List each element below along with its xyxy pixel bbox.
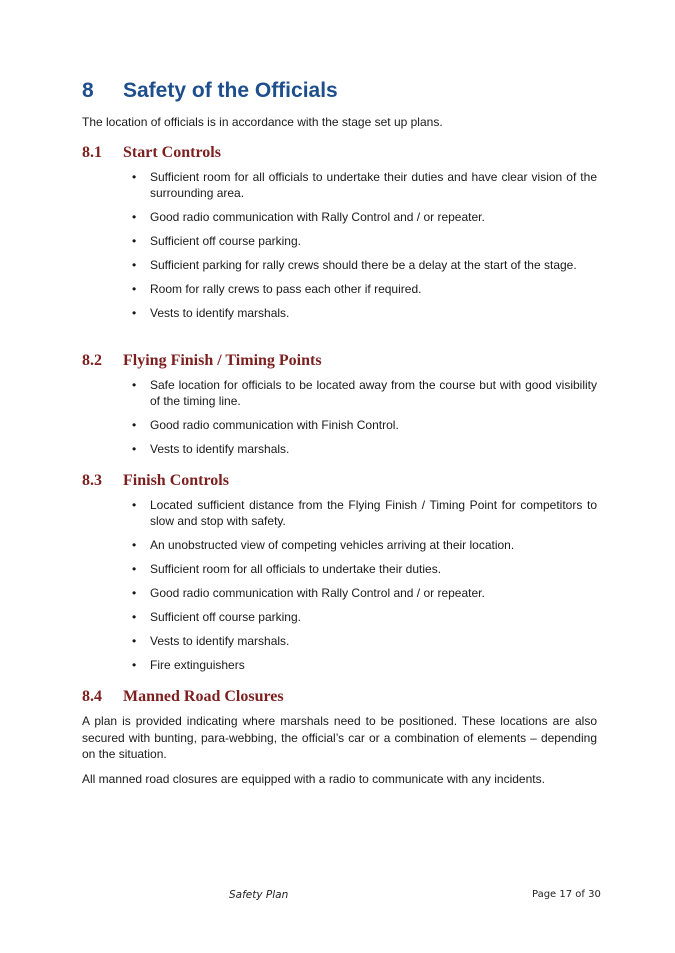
list-item xyxy=(82,657,597,673)
bullet-list xyxy=(82,497,597,673)
subsection-manned-road-closures xyxy=(82,687,597,795)
list-item-text: Sufficient parking for rally crews should there be a delay at the start of the stage. xyxy=(150,258,577,272)
list-item xyxy=(82,281,597,297)
list-item xyxy=(82,169,597,201)
list-item xyxy=(82,417,597,433)
list-item-text: Room for rally crews to pass each other if required. xyxy=(150,282,422,296)
list-item-text: An unobstructed view of competing vehicles arriving at their location. xyxy=(150,538,515,552)
subsection-flying-finish xyxy=(82,351,597,465)
footer-page-number: Page 17 of 30 xyxy=(532,889,601,900)
list-item-text: Sufficient room for all officials to undertake their duties and have clear vision of the surrounding area. xyxy=(150,170,597,200)
section-heading xyxy=(82,79,602,103)
bullet-icon: • xyxy=(132,378,137,392)
list-item-text: Vests to identify marshals. xyxy=(150,306,290,320)
section-number: 8 xyxy=(82,79,94,102)
subsection-heading xyxy=(82,143,597,163)
bullet-icon: • xyxy=(132,610,137,624)
subsection-start-controls xyxy=(82,143,597,329)
bullet-icon: • xyxy=(132,658,137,672)
body-paragraph: All manned road closures are equipped with a radio to communicate with any incidents. xyxy=(82,771,545,786)
bullet-icon: • xyxy=(132,418,137,432)
subsection-title: Start Controls xyxy=(123,144,221,161)
list-item xyxy=(82,233,597,249)
bullet-icon: • xyxy=(132,442,137,456)
bullet-icon: • xyxy=(132,586,137,600)
list-item xyxy=(82,609,597,625)
list-item-text: Located sufficient distance from the Flying Finish / Timing Point for competitors to slow and stop with safety. xyxy=(150,498,597,528)
subsection-number: 8.3 xyxy=(82,472,102,489)
bullet-icon: • xyxy=(132,538,137,552)
list-item-text: Sufficient off course parking. xyxy=(150,610,301,624)
section-title: Safety of the Officials xyxy=(123,79,338,102)
subsection-heading xyxy=(82,687,597,707)
list-item-text: Sufficient room for all officials to undertake their duties. xyxy=(150,562,442,576)
list-item-text: Sufficient off course parking. xyxy=(150,234,301,248)
list-item-text: Good radio communication with Rally Control and / or repeater. xyxy=(150,210,485,224)
list-item xyxy=(82,497,597,529)
subsection-title: Flying Finish / Timing Points xyxy=(123,352,322,369)
subsection-number: 8.4 xyxy=(82,688,102,705)
list-item xyxy=(82,377,597,409)
list-item-text: Good radio communication with Finish Control. xyxy=(150,418,399,432)
bullet-icon: • xyxy=(132,210,137,224)
subsection-title: Manned Road Closures xyxy=(123,688,284,705)
bullet-icon: • xyxy=(132,170,137,184)
footer-document-title: Safety Plan xyxy=(229,889,289,901)
bullet-icon: • xyxy=(132,562,137,576)
subsection-heading xyxy=(82,351,597,371)
list-item xyxy=(82,441,597,457)
bullet-list xyxy=(82,377,597,457)
list-item-text: Good radio communication with Rally Control and / or repeater. xyxy=(150,586,485,600)
subsection-finish-controls xyxy=(82,471,597,681)
list-item-text: Vests to identify marshals. xyxy=(150,442,290,456)
intro-paragraph: The location of officials is in accordance with the stage set up plans. xyxy=(82,115,443,129)
subsection-heading xyxy=(82,471,597,491)
subsection-number: 8.2 xyxy=(82,352,102,369)
bullet-icon: • xyxy=(132,282,137,296)
list-item-text: Safe location for officials to be located away from the course but with good visibility of the timing line. xyxy=(150,378,597,408)
bullet-icon: • xyxy=(132,234,137,248)
list-item xyxy=(82,257,597,273)
body-paragraph: A plan is provided indicating where marshals need to be positioned. These locations are also secured with bunting, para-webbing, the official’s car or a combination of elements – depending on the situation. xyxy=(82,714,597,761)
list-item-text: Fire extinguishers xyxy=(150,658,245,672)
bullet-list xyxy=(82,169,597,321)
bullet-icon: • xyxy=(132,258,137,272)
list-item-text: Vests to identify marshals. xyxy=(150,634,290,648)
subsection-title: Finish Controls xyxy=(123,472,229,489)
bullet-icon: • xyxy=(132,306,137,320)
list-item xyxy=(82,209,597,225)
list-item xyxy=(82,633,597,649)
list-item xyxy=(82,561,597,577)
list-item xyxy=(82,305,597,321)
bullet-icon: • xyxy=(132,634,137,648)
list-item xyxy=(82,585,597,601)
bullet-icon: • xyxy=(132,498,137,512)
list-item xyxy=(82,537,597,553)
subsection-number: 8.1 xyxy=(82,144,102,161)
